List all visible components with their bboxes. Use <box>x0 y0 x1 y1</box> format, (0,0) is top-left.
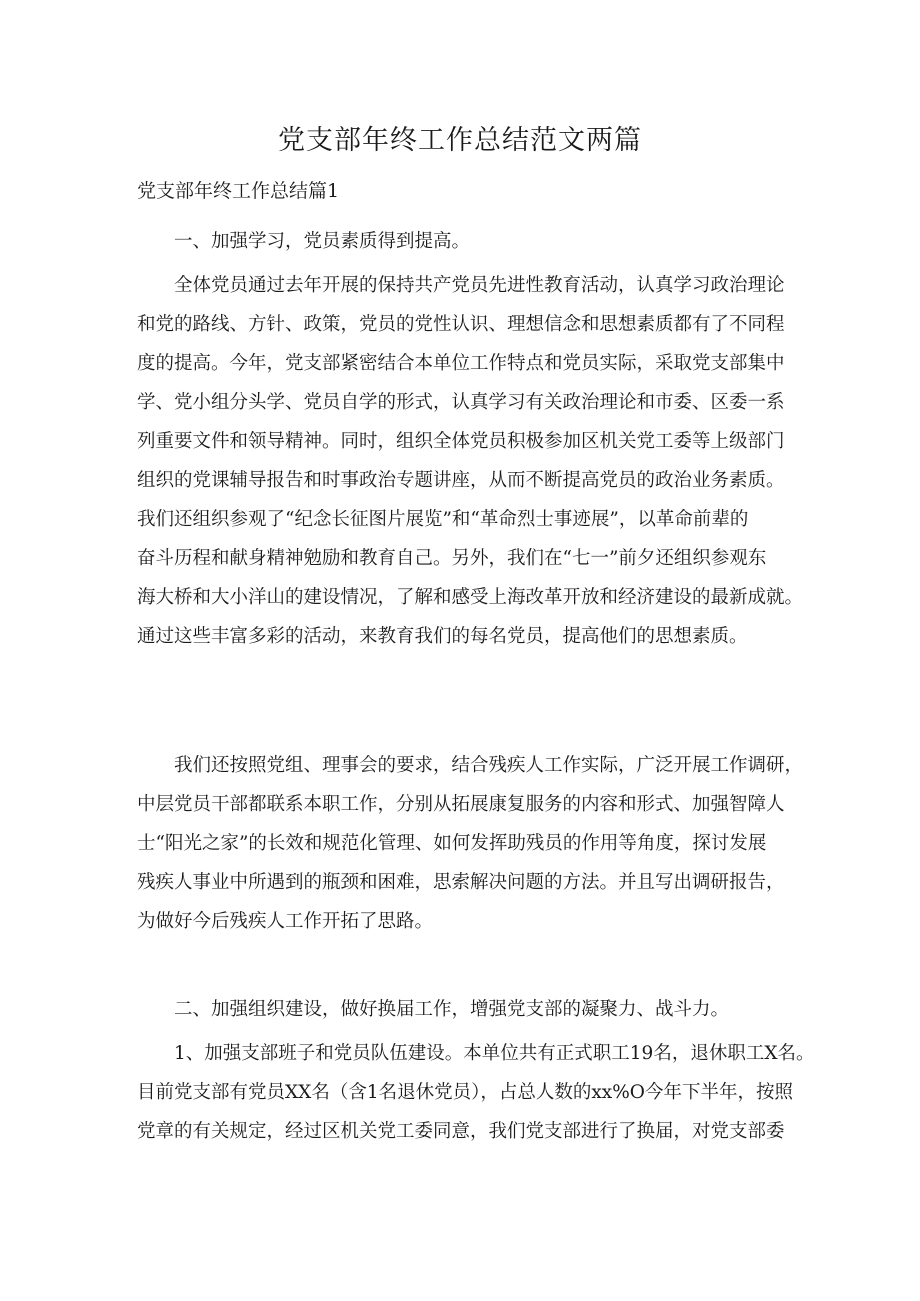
paragraph-line: 和党的路线、方针、政策，党员的党性认识、理想信念和思想素质都有了不同程 <box>137 314 785 335</box>
heading-two <box>137 990 797 1029</box>
heading-one <box>137 222 797 261</box>
paragraph-three <box>137 1034 815 1151</box>
paragraph-line: 1、加强支部班子和党员队伍建设。本单位共有正式职工19名，退休职工X名。 <box>174 1043 815 1064</box>
paragraph-line: 列重要文件和领导精神。同时，组织全体党员积极参加区机关党工委等上级部门 <box>137 431 785 452</box>
paragraph-line: 我们还按照党组、理事会的要求，结合残疾人工作实际，广泛开展工作调研， <box>174 755 804 776</box>
paragraph-line: 士“阳光之家”的长效和规范化管理、如何发挥助残员的作用等角度，探讨发展 <box>137 833 767 854</box>
paragraph-line: 党章的有关规定，经过区机关党工委同意，我们党支部进行了换届，对党支部委 <box>137 1121 785 1142</box>
paragraph-line: 残疾人事业中所遇到的瓶颈和困难，思索解决问题的方法。并且写出调研报告， <box>137 872 785 893</box>
document-title: 党支部年终工作总结范文两篇 <box>278 125 642 156</box>
section-subtitle: 党支部年终工作总结篇1 <box>137 180 340 202</box>
paragraph-line: 为做好今后残疾人工作开拓了思路。 <box>137 911 434 932</box>
paragraph-line: 学、党小组分头学、党员自学的形式，认真学习有关政治理论和市委、区委一系 <box>137 392 785 413</box>
paragraph-line: 中层党员干部都联系本职工作，分别从拓展康复服务的内容和形式、加强智障人 <box>137 794 785 815</box>
paragraph-line: 全体党员通过去年开展的保持共产党员先进性教育活动，认真学习政治理论 <box>174 275 785 296</box>
paragraph-line: 度的提高。今年，党支部紧密结合本单位工作特点和党员实际，采取党支部集中 <box>137 353 785 374</box>
heading-one-text: 一、加强学习，党员素质得到提高。 <box>174 231 471 252</box>
paragraph-one <box>137 266 804 656</box>
paragraph-line: 通过这些丰富多彩的活动，来教育我们的每名党员，提高他们的思想素质。 <box>137 626 748 647</box>
paragraph-line: 我们还组织参观了“纪念长征图片展览”和“革命烈士事迹展”，以革命前辈的 <box>137 509 749 530</box>
paragraph-line: 海大桥和大小洋山的建设情况，了解和感受上海改革开放和经济建设的最新成就。 <box>137 587 804 608</box>
paragraph-line: 目前党支部有党员XX名（含1名退休党员），占总人数的xx%O今年下半年，按照 <box>137 1082 793 1103</box>
paragraph-line: 组织的党课辅导报告和时事政治专题讲座，从而不断提高党员的政治业务素质。 <box>137 470 785 491</box>
heading-two-text: 二、加强组织建设，做好换届工作，增强党支部的凝聚力、战斗力。 <box>174 999 730 1020</box>
paragraph-two <box>137 746 804 941</box>
paragraph-line: 奋斗历程和献身精神勉励和教育自己。另外，我们在“七一”前夕还组织参观东 <box>137 548 767 569</box>
